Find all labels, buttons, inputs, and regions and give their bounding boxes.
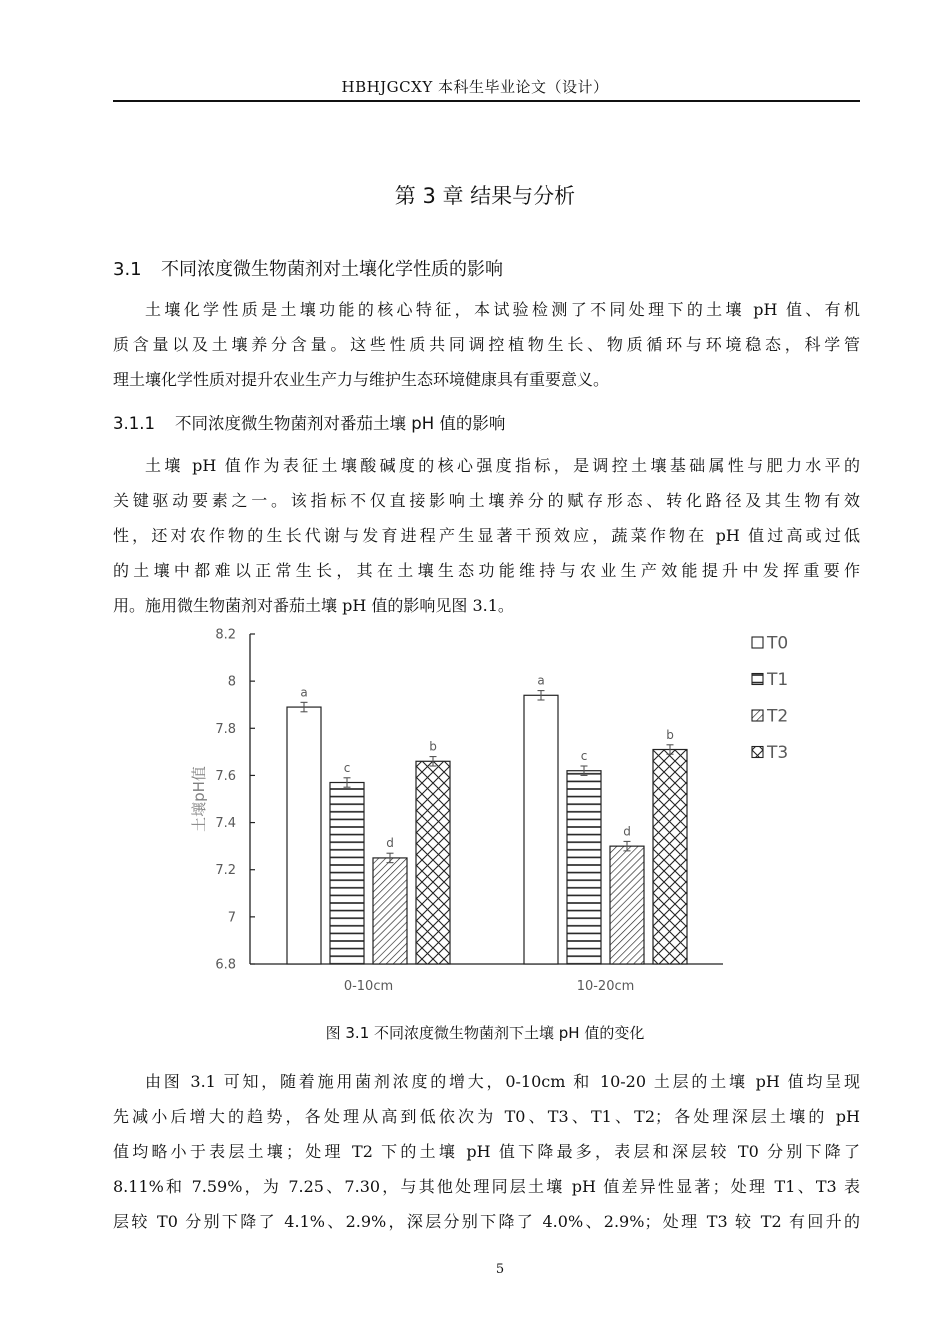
paragraph-line: 值均略小于表层土壤；处理 T2 下的土壤 pH 值下降最多，表层和深层较 T0 分别下降了 [113, 1142, 860, 1161]
significance-letter: b [666, 727, 674, 742]
legend-label-t1: T1 [767, 670, 789, 690]
chapter-title: 第 3 章 结果与分析 [394, 184, 576, 208]
x-category-label: 10-20cm [576, 979, 635, 994]
legend-swatch-t0 [752, 637, 763, 648]
y-tick-label: 7.2 [215, 863, 236, 879]
legend-swatch-t3 [752, 747, 763, 758]
y-tick-label: 8.2 [215, 627, 236, 643]
section-heading-3-1-1 [113, 410, 505, 434]
paragraph-line: 由图 3.1 可知，随着施用菌剂浓度的增大，0-10cm 和 10-20 土层的土壤 pH 值均呈现 [145, 1072, 860, 1091]
bar-t2-0-10cm [373, 858, 407, 964]
bar-t0-10-20cm [524, 695, 558, 964]
paragraph-line: 先减小后增大的趋势，各处理从高到低依次为 T0、T3、T1、T2；各处理深层土壤的 pH [113, 1107, 860, 1126]
analysis-paragraph [113, 1064, 860, 1239]
y-tick-label: 8 [227, 674, 236, 690]
legend-label-t0: T0 [767, 633, 789, 654]
y-tick-label: 7.6 [215, 768, 236, 784]
legend-label-t2: T2 [767, 706, 789, 727]
paragraph-line: 关键驱动要素之一。该指标不仅直接影响土壤养分的赋存形态、转化路径及其生物有效 [113, 491, 860, 510]
section-3-1-1-paragraph [113, 448, 860, 623]
paragraph-line: 性，还对农作物的生长代谢与发育进程产生显著干预效应，蔬菜作物在 pH 值过高或过低 [113, 526, 860, 545]
significance-letter: a [300, 685, 308, 700]
bar-t0-0-10cm [287, 707, 321, 964]
significance-letter: c [343, 760, 351, 775]
bar-t3-10-20cm [653, 750, 687, 965]
bar-t1-0-10cm [330, 783, 364, 965]
figure-caption: 图 3.1 不同浓度微生物菌剂下土壤 pH 值的变化 [325, 1024, 645, 1042]
bar-t2-10-20cm [610, 846, 644, 964]
paragraph-line: 层较 T0 分别下降了 4.1%、2.9%，深层分别下降了 4.0%、2.9%；处理 T3 较 T2 有回升的 [113, 1212, 860, 1231]
bar-t1-10-20cm [567, 771, 601, 964]
y-tick-label: 6.8 [215, 957, 236, 973]
significance-letter: c [580, 749, 588, 763]
section-title: 不同浓度微生物菌剂对土壤化学性质的影响 [161, 259, 503, 280]
header-rule [113, 100, 860, 102]
significance-letter: d [386, 836, 394, 851]
bar-t3-0-10cm [416, 761, 450, 964]
section-number: 3.1.1 [113, 414, 155, 433]
paragraph-line: 土壤化学性质是土壤功能的核心特征，本试验检测了不同处理下的土壤 pH 值、有机 [145, 300, 860, 319]
paragraph-line: 8.11%和 7.59%，为 7.25、7.30，与其他处理同层土壤 pH 值差异性显著；处理 T1、T3 表 [113, 1177, 860, 1196]
paragraph-line: 质含量以及土壤养分含量。这些性质共同调控植物生长、物质循环与环境稳态，科学管 [113, 335, 860, 354]
ph-bar-chart [180, 618, 820, 1008]
paragraph-line: 用。施用微生物菌剂对番茄土壤 pH 值的影响见图 3.1。 [113, 596, 514, 615]
x-category-label: 0-10cm [343, 979, 394, 994]
chart-canvas [180, 618, 820, 1008]
y-tick-label: 7 [227, 910, 236, 926]
section-heading-3-1 [113, 255, 503, 281]
y-tick-label: 7.8 [215, 721, 236, 737]
significance-letter: a [537, 673, 545, 688]
section-number: 3.1 [113, 259, 142, 280]
legend-swatch-t1 [752, 674, 763, 685]
legend-swatch-t2 [752, 710, 763, 721]
page-number: 5 [495, 1262, 505, 1277]
section-3-1-paragraph [113, 292, 860, 397]
running-title: HBHJGCXY 本科生毕业论文（设计） [341, 78, 609, 96]
section-title: 不同浓度微生物菌剂对番茄土壤 pH 值的影响 [175, 414, 506, 433]
significance-letter: d [623, 824, 631, 839]
paragraph-line: 理土壤化学性质对提升农业生产力与维护生态环境健康具有重要意义。 [113, 370, 610, 389]
paragraph-line: 的土壤中都难以正常生长，其在土壤生态功能维持与农业生产效能提升中发挥重要作 [113, 561, 860, 580]
y-tick-label: 7.4 [215, 816, 236, 832]
legend-label-t3: T3 [767, 743, 789, 763]
paragraph-line: 土壤 pH 值作为表征土壤酸碱度的核心强度指标，是调控土壤基础属性与肥力水平的 [145, 456, 860, 475]
y-axis-label: 土壤pH值 [190, 766, 208, 832]
significance-letter: b [429, 739, 437, 754]
